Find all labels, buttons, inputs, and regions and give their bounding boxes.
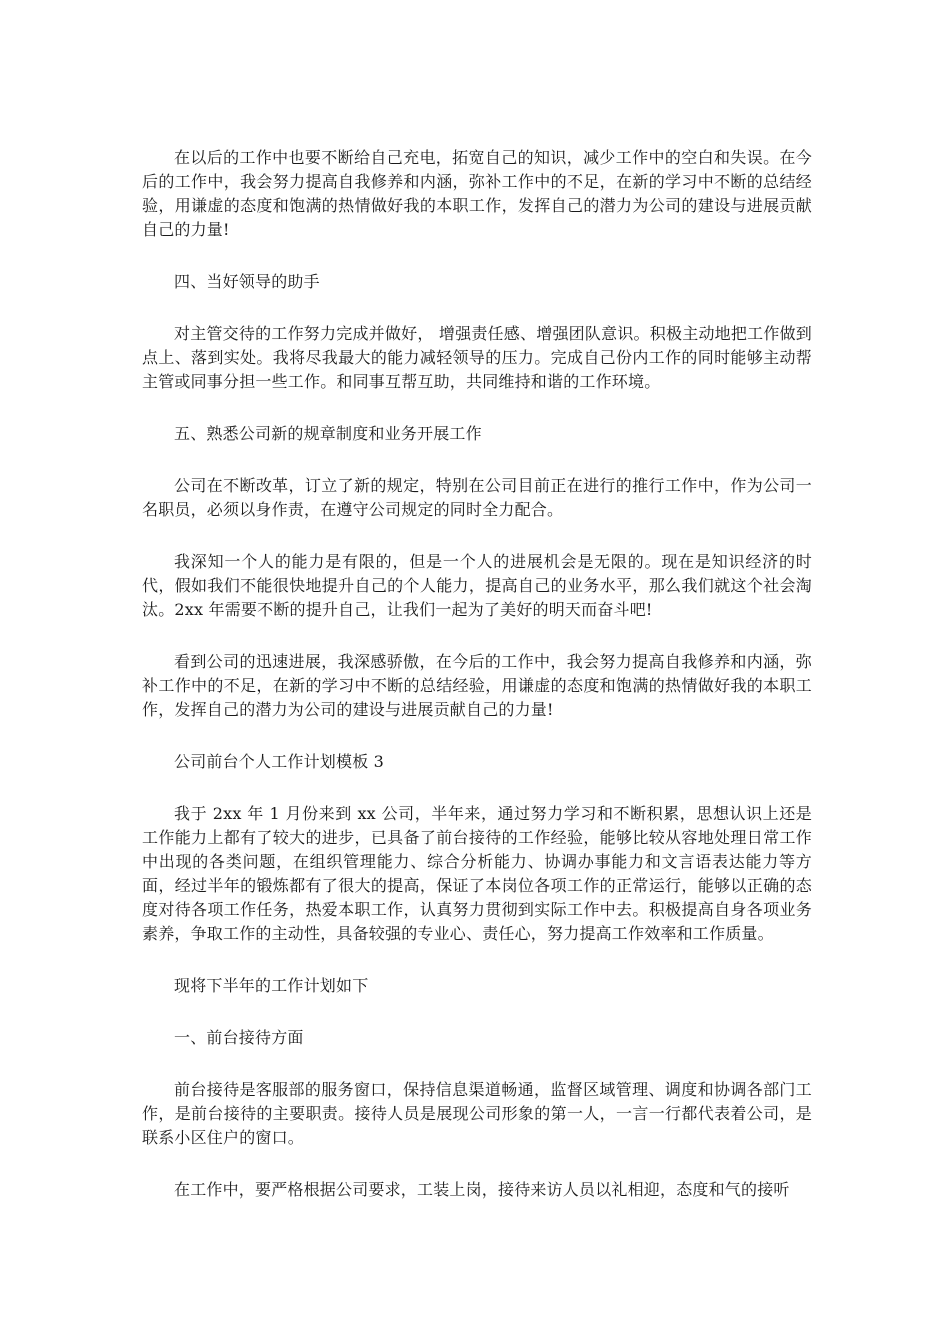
section-heading-company-rules: 五、熟悉公司新的规章制度和业务开展工作 xyxy=(174,424,482,443)
paragraph-reception-duties: 前台接待是客服部的服务窗口，保持信息渠道畅通，监督区域管理、调度和协调各部门工作，是前台接待的主要职责。接待人员是展现公司形象的第一人，一言一行都代表着公司，是联系小区住户的窗口。 xyxy=(142,1080,812,1147)
paragraph-company-progress: 看到公司的迅速进展，我深感骄傲，在今后的工作中，我会努力提高自我修养和内涵，弥补工作中的不足，在新的学习中不断的总结经验，用谦虚的态度和饱满的热情做好我的本职工作，发挥自己的潜力为公司的建设与进展贡献自己的力量! xyxy=(142,652,812,719)
paragraph-reception-conduct: 在工作中，要严格根据公司要求，工装上岗，接待来访人员以礼相迎，态度和气的接听 xyxy=(174,1180,790,1199)
section-heading-reception: 一、前台接待方面 xyxy=(174,1028,304,1047)
paragraph-personal-ability: 我深知一个人的能力是有限的，但是一个人的进展机会是无限的。现在是知识经济的时代，假如我们不能很快地提升自己的个人能力，提高自己的业务水平，那么我们就这个社会淘汰。2xx 年需要不断的提升自己，让我们一起为了美好的明天而奋斗吧! xyxy=(142,552,812,619)
paragraph-assist-leader: 对主管交待的工作努力完成并做好， 增强责任感、增强团队意识。积极主动地把工作做到点上、落到实处。我将尽我最大的能力减轻领导的压力。完成自己份内工作的同时能够主动帮主管或同事分担一些工作。和同事互帮互助，共同维持和谐的工作环境。 xyxy=(142,324,812,391)
document-body xyxy=(142,146,812,1230)
paragraph-company-rules: 公司在不断改革，订立了新的规定，特别在公司目前正在进行的推行工作中，作为公司一名职员，必须以身作责，在遵守公司规定的同时全力配合。 xyxy=(142,476,812,519)
paragraph-self-improvement: 在以后的工作中也要不断给自己充电，拓宽自己的知识，减少工作中的空白和失误。在今后的工作中，我会努力提高自我修养和内涵，弥补工作中的不足，在新的学习中不断的总结经验，用谦虚的态度和饱满的热情做好我的本职工作，发挥自己的潜力为公司的建设与进展贡献自己的力量! xyxy=(142,148,812,239)
paragraph-half-year-review: 我于 2xx 年 1 月份来到 xx 公司，半年来，通过努力学习和不断积累，思想认识上还是工作能力上都有了较大的进步，已具备了前台接待的工作经验，能够比较从容地处理日常工作中出现的各类问题，在组织管理能力、综合分析能力、协调办事能力和文言语表达能力等方面，经过半年的锻炼都有了很大的提高，保证了本岗位各项工作的正常运行，能够以正确的态度对待各项工作任务，热爱本职工作，认真努力贯彻到实际工作中去。积极提高自身各项业务素养，争取工作的主动性，具备较强的专业心、责任心，努力提高工作效率和工作质量。 xyxy=(142,804,812,943)
template-title: 公司前台个人工作计划模板 3 xyxy=(174,752,385,771)
plan-intro: 现将下半年的工作计划如下 xyxy=(174,976,369,995)
section-heading-assist-leader: 四、当好领导的助手 xyxy=(174,272,320,291)
